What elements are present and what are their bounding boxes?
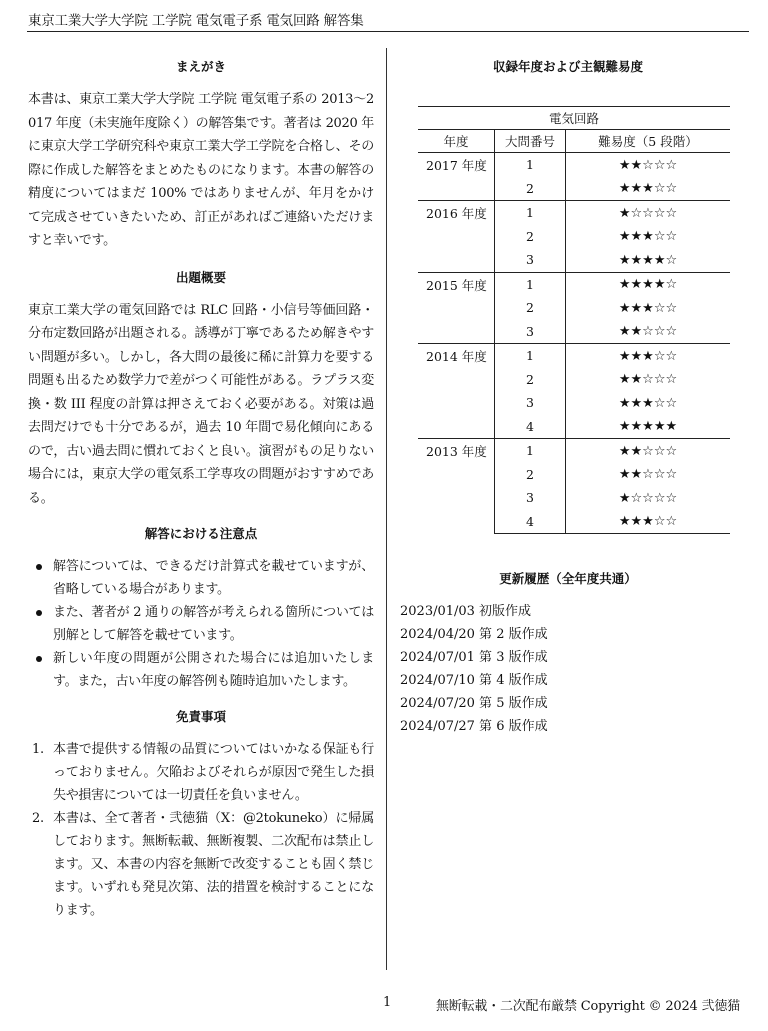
difficulty-rating — [566, 320, 731, 344]
difficulty-rating — [566, 225, 731, 249]
question-number-cell: 2 — [495, 368, 566, 392]
table-row — [418, 201, 730, 225]
star-filled-icon: ★ — [630, 229, 643, 245]
star-filled-icon: ★ — [642, 419, 654, 435]
notes-list — [28, 555, 374, 693]
difficulty-heading: 収録年度および主観難易度 — [492, 59, 643, 74]
star-empty-icon: ☆ — [665, 490, 678, 506]
bullet-icon — [36, 564, 42, 570]
star-empty-icon: ☆ — [665, 395, 678, 411]
year-cell: 2014 年度 — [418, 344, 495, 439]
history-heading: 更新履歴（全年度共通） — [499, 571, 637, 586]
star-filled-icon: ★ — [618, 443, 631, 459]
difficulty-rating — [566, 368, 731, 392]
table-row — [418, 272, 730, 296]
star-empty-icon: ☆ — [665, 348, 678, 364]
difficulty-rating — [566, 463, 731, 487]
question-number-cell: 1 — [495, 153, 566, 177]
difficulty-rating — [566, 486, 731, 510]
star-filled-icon: ★ — [618, 348, 631, 364]
question-number-cell: 3 — [495, 248, 566, 272]
disclaimer-heading: 免責事項 — [175, 709, 226, 724]
star-filled-icon: ★ — [618, 467, 631, 483]
note-text: 解答については、できるだけ計算式を載せていますが、省略している場合があります。 — [53, 559, 374, 597]
star-empty-icon: ☆ — [642, 372, 654, 388]
note-text: 新しい年度の問題が公開された場合には追加いたします。また，古い年度の解答例も随時追加いたします。 — [53, 651, 374, 689]
history-entry: 2024/07/10 第 4 版作成 — [400, 673, 548, 688]
star-filled-icon: ★ — [630, 514, 643, 530]
star-empty-icon: ☆ — [653, 467, 666, 483]
preface-heading: まえがき — [175, 59, 226, 74]
star-empty-icon: ☆ — [653, 229, 666, 245]
star-filled-icon: ★ — [618, 252, 631, 268]
star-filled-icon: ★ — [618, 229, 631, 245]
star-filled-icon: ★ — [630, 443, 643, 459]
star-filled-icon: ★ — [630, 348, 643, 364]
star-filled-icon: ★ — [653, 419, 666, 435]
star-filled-icon: ★ — [630, 395, 643, 411]
star-filled-icon: ★ — [642, 252, 654, 268]
question-number-cell: 2 — [495, 463, 566, 487]
overview-body: 東京工業大学の電気回路では RLC 回路・小信号等価回路・分布定数回路が出題される。誘導が丁寧であるため解きやすい問題が多い。しかし，各大問の最後に稀に計算力を要する問題も出るため数学力で差がつく可能性がある。ラプラス変換・数 III 程度の計算は押さえておく必要がある。対策は過去問だけでも十分であるが，過去 10 年間で易化傾向にあるので，古い過去問に慣れておくと良い。演習がもの足りない場合には，東京大学の電気系工学専攻の問題がおすすめである。 — [28, 302, 374, 506]
star-empty-icon: ☆ — [665, 181, 678, 197]
star-empty-icon: ☆ — [642, 443, 654, 459]
list-item — [28, 601, 374, 647]
list-item — [28, 555, 374, 601]
preface-body: 本書は、東京工業大学大学院 工学院 電気電子系の 2013〜2017 年度（未実施年度除く）の解答集です。著者は 2020 年に東京大学工学研究科や東京工業大学工学院を合格し、その際に作成した解答をまとめたものになります。本書の解答の精度についてはまだ 100% ではありませんが、年月をかけて完成させていきたいため、訂正があればご連絡いただけますと幸いです。 — [28, 92, 374, 248]
question-number-cell: 1 — [495, 201, 566, 225]
star-filled-icon: ★ — [618, 372, 631, 388]
difficulty-table-body — [418, 153, 730, 534]
star-empty-icon: ☆ — [665, 372, 678, 388]
header-rule — [27, 31, 749, 32]
question-number-cell: 3 — [495, 320, 566, 344]
star-empty-icon: ☆ — [653, 181, 666, 197]
star-filled-icon: ★ — [642, 277, 654, 293]
star-empty-icon: ☆ — [653, 324, 666, 340]
star-empty-icon: ☆ — [642, 157, 654, 173]
star-empty-icon: ☆ — [630, 490, 643, 506]
col-header-difficulty: 難易度（5 段階） — [566, 130, 731, 153]
star-empty-icon: ☆ — [665, 467, 678, 483]
history-entry: 2024/07/27 第 6 版作成 — [400, 719, 548, 734]
star-empty-icon: ☆ — [653, 372, 666, 388]
star-filled-icon: ★ — [630, 252, 643, 268]
star-empty-icon: ☆ — [665, 229, 678, 245]
star-empty-icon: ☆ — [642, 467, 654, 483]
difficulty-rating — [566, 201, 731, 225]
star-empty-icon: ☆ — [665, 277, 678, 293]
star-filled-icon: ★ — [618, 395, 631, 411]
disclaimer-list — [28, 738, 374, 922]
table-row — [418, 439, 730, 463]
star-filled-icon: ★ — [618, 157, 631, 173]
history-entry: 2023/01/03 初版作成 — [400, 604, 532, 619]
difficulty-rating — [566, 415, 731, 439]
star-filled-icon: ★ — [630, 181, 643, 197]
col-header-year: 年度 — [418, 130, 495, 153]
star-empty-icon: ☆ — [630, 205, 643, 221]
star-empty-icon: ☆ — [653, 395, 666, 411]
question-number-cell: 1 — [495, 344, 566, 368]
star-filled-icon: ★ — [618, 419, 631, 435]
question-number-cell: 1 — [495, 272, 566, 296]
star-empty-icon: ☆ — [665, 324, 678, 340]
star-empty-icon: ☆ — [653, 490, 666, 506]
star-filled-icon: ★ — [642, 348, 654, 364]
list-number: 1. — [32, 742, 44, 757]
star-empty-icon: ☆ — [653, 514, 666, 530]
difficulty-rating — [566, 391, 731, 415]
question-number-cell: 1 — [495, 439, 566, 463]
notes-heading: 解答における注意点 — [144, 526, 258, 541]
star-empty-icon: ☆ — [642, 205, 654, 221]
star-empty-icon: ☆ — [665, 205, 678, 221]
difficulty-rating — [566, 153, 731, 177]
year-cell: 2013 年度 — [418, 439, 495, 534]
note-text: また、著者が 2 通りの解答が考えられる箇所については別解として解答を載せています。 — [53, 605, 374, 643]
star-filled-icon: ★ — [665, 419, 678, 435]
list-item — [28, 807, 374, 922]
difficulty-rating — [566, 344, 731, 368]
star-empty-icon: ☆ — [653, 157, 666, 173]
star-filled-icon: ★ — [630, 300, 643, 316]
history-list — [400, 600, 737, 738]
left-column — [28, 58, 374, 922]
history-entry: 2024/04/20 第 2 版作成 — [400, 627, 548, 642]
disclaimer-text: 本書で提供する情報の品質についてはいかなる保証も行っておりません。欠陥およびそれらが原因で発生した損失や損害については一切責任を負いません。 — [53, 742, 374, 803]
star-filled-icon: ★ — [618, 300, 631, 316]
star-empty-icon: ☆ — [642, 490, 654, 506]
year-cell: 2017 年度 — [418, 153, 495, 201]
difficulty-rating — [566, 272, 731, 296]
history-entry: 2024/07/01 第 3 版作成 — [400, 650, 548, 665]
star-empty-icon: ☆ — [665, 252, 678, 268]
question-number-cell: 2 — [495, 225, 566, 249]
star-filled-icon: ★ — [642, 181, 654, 197]
star-filled-icon: ★ — [630, 467, 643, 483]
star-empty-icon: ☆ — [665, 157, 678, 173]
star-filled-icon: ★ — [618, 277, 631, 293]
star-filled-icon: ★ — [618, 181, 631, 197]
star-filled-icon: ★ — [642, 300, 654, 316]
difficulty-table — [418, 106, 730, 534]
star-empty-icon: ☆ — [665, 300, 678, 316]
history-entry: 2024/07/20 第 5 版作成 — [400, 696, 548, 711]
star-filled-icon: ★ — [642, 229, 654, 245]
year-cell: 2016 年度 — [418, 201, 495, 273]
list-item — [28, 738, 374, 807]
star-filled-icon: ★ — [630, 277, 643, 293]
header-title: 東京工業大学大学院 工学院 電気電子系 電気回路 解答集 — [28, 13, 364, 29]
question-number-cell: 3 — [495, 391, 566, 415]
star-filled-icon: ★ — [653, 277, 666, 293]
question-number-cell: 4 — [495, 415, 566, 439]
star-filled-icon: ★ — [642, 514, 654, 530]
overview-heading: 出題概要 — [175, 269, 226, 285]
column-divider — [386, 48, 387, 970]
star-filled-icon: ★ — [630, 157, 643, 173]
footer-copyright: 無断転載・二次配布厳禁 Copyright © 2024 弐徳猫 — [436, 999, 740, 1014]
list-number: 2. — [32, 811, 44, 826]
difficulty-table-wrap — [418, 106, 730, 534]
difficulty-rating — [566, 248, 731, 272]
right-column — [399, 58, 737, 738]
question-number-cell: 2 — [495, 296, 566, 320]
col-header-number: 大問番号 — [495, 130, 566, 153]
list-item — [28, 647, 374, 693]
star-filled-icon: ★ — [618, 514, 631, 530]
difficulty-rating — [566, 296, 731, 320]
year-cell: 2015 年度 — [418, 272, 495, 344]
star-empty-icon: ☆ — [653, 205, 666, 221]
star-empty-icon: ☆ — [653, 300, 666, 316]
difficulty-rating — [566, 177, 731, 201]
star-empty-icon: ☆ — [665, 443, 678, 459]
table-row — [418, 344, 730, 368]
star-filled-icon: ★ — [653, 252, 666, 268]
table-row — [418, 153, 730, 177]
difficulty-rating — [566, 510, 731, 534]
star-empty-icon: ☆ — [665, 514, 678, 530]
table-group-label: 電気回路 — [418, 107, 730, 130]
star-empty-icon: ☆ — [653, 348, 666, 364]
difficulty-rating — [566, 439, 731, 463]
bullet-icon — [36, 610, 42, 616]
disclaimer-text: 本書は、全て著者・弐徳猫（X：@2tokuneko）に帰属しております。無断転載、無断複製、二次配布は禁止します。又、本書の内容を無断で改変することも固く禁じます。いずれも発見次第、法的措置を検討することになります。 — [53, 811, 374, 918]
star-filled-icon: ★ — [630, 419, 643, 435]
question-number-cell: 3 — [495, 486, 566, 510]
star-empty-icon: ☆ — [642, 324, 654, 340]
page-number: 1 — [383, 995, 392, 1010]
star-filled-icon: ★ — [630, 372, 643, 388]
question-number-cell: 2 — [495, 177, 566, 201]
star-filled-icon: ★ — [630, 324, 643, 340]
star-filled-icon: ★ — [618, 205, 631, 221]
star-filled-icon: ★ — [618, 490, 631, 506]
star-empty-icon: ☆ — [653, 443, 666, 459]
star-filled-icon: ★ — [618, 324, 631, 340]
bullet-icon — [36, 656, 42, 662]
question-number-cell: 4 — [495, 510, 566, 534]
star-filled-icon: ★ — [642, 395, 654, 411]
